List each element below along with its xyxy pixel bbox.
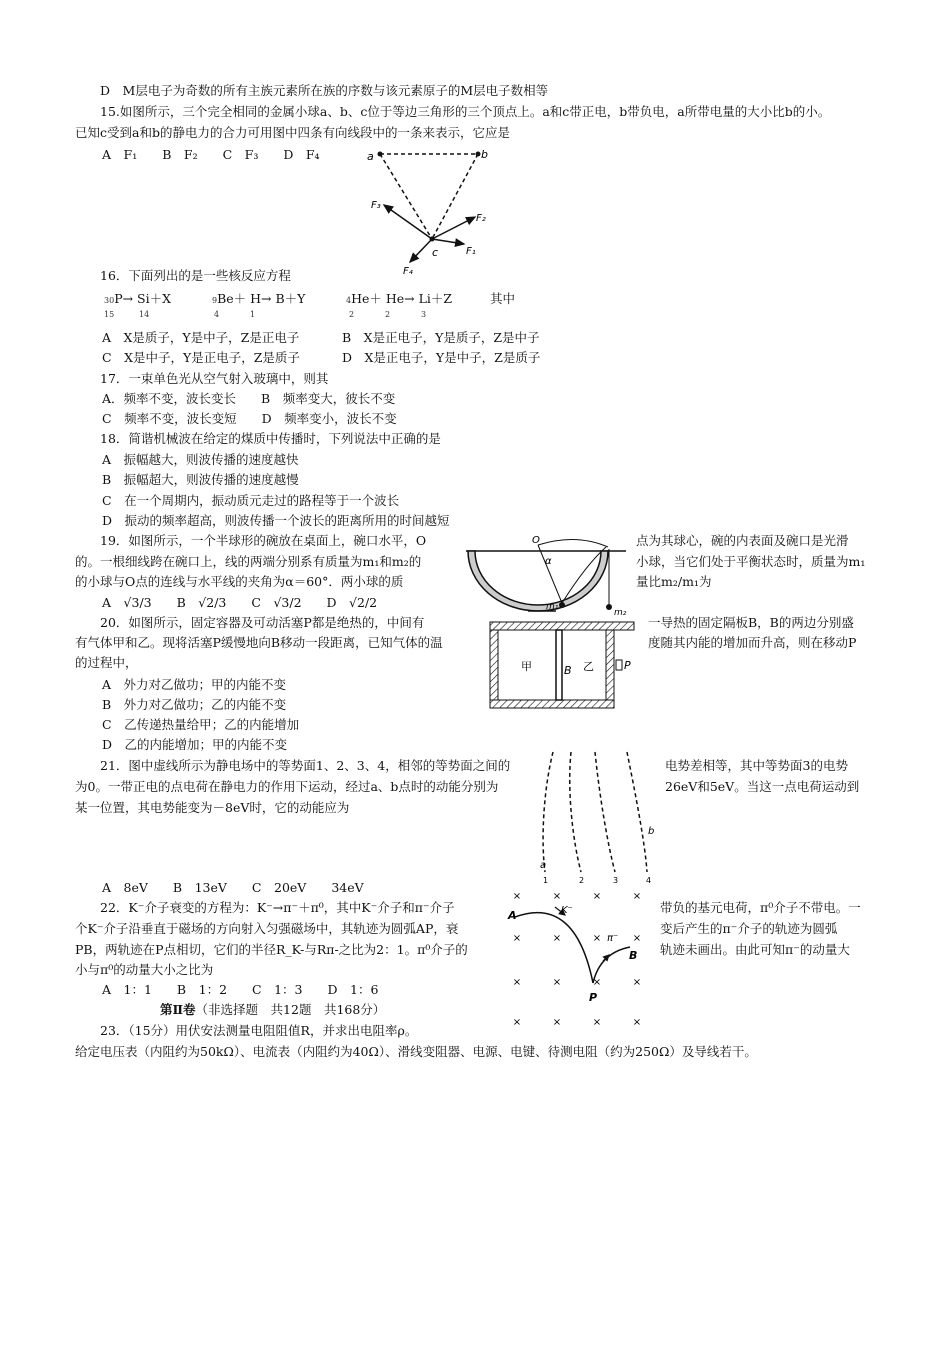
q16-eq2: 9Be＋ H→ B＋Y (212, 291, 306, 306)
q21-line1b: 电势差相等，其中等势面3的电势 (665, 758, 848, 773)
q14-option-d: D M层电子为奇数的所有主族元素所在族的序数与该元素原子的M层电子数相等 (100, 83, 549, 98)
q16-stem: 16．下面列出的是一些核反应方程 (100, 268, 291, 283)
q22-line2a: 个K⁻介子沿垂直于磁场的方向射入匀强磁场中，其轨迹为圆弧AP，衰 (75, 921, 459, 936)
q15-stem-line2: 已知c受到a和b的静电力的合力可用图中四条有向线段中的一条来表示，它应是 (75, 125, 510, 140)
svg-text:×: × (632, 891, 642, 902)
q18-option-a: A 振幅越大，则波传播的速度越快 (102, 452, 299, 467)
q20-line2b: 度随其内能的增加而升高，则在移动P (648, 635, 857, 650)
ball-a (378, 152, 383, 157)
arrow-f4 (410, 239, 432, 262)
q20-option-b: B 外力对乙做功；乙的内能不变 (102, 697, 287, 712)
q18-option-d: D 振动的频率超高，则波传播一个波长的距离所用的时间越短 (102, 513, 450, 528)
label-b: B (564, 664, 572, 677)
q19-line3b: 量比m₂/m₁为 (636, 574, 712, 589)
label-jia: 甲 (521, 660, 532, 673)
q21-line1a: 21．图中虚线所示为静电场中的等势面1、2、3、4，相邻的等势面之间的 (100, 758, 511, 773)
q22-line3a: PB，两轨迹在P点相切，它们的半径R_K-与Rπ-之比为2：1。π⁰介子的 (75, 942, 468, 957)
label-b: b (648, 826, 655, 837)
q17-options-cd: C 频率不变，波长变短 D 频率变小，波长不变 (102, 411, 397, 426)
svg-text:×: × (592, 933, 602, 944)
svg-text:×: × (592, 891, 602, 902)
q20-figure (488, 620, 638, 710)
q21-figure (535, 752, 660, 887)
q16-z1: 15 (104, 310, 115, 319)
label-4: 4 (646, 876, 652, 885)
q20-line2a: 有气体甲和乙。现将活塞P缓慢地向B移动一段距离，已知气体的温 (75, 635, 443, 650)
q20-line1b: 一导热的固定隔板B，B的两边分别盛 (648, 615, 854, 630)
label-a: A (508, 909, 517, 922)
q22-line4: 小与π⁰的动量大小之比为 (75, 962, 214, 977)
q23-line1: 23．（15分）用伏安法测量电阻阻值R，并求出电阻率ρ。 (100, 1023, 418, 1038)
label-o: O (532, 535, 540, 546)
label-f2: F₂ (476, 213, 486, 224)
q19-line1a: 19．如图所示，一个半球形的碗放在桌面上，碗口水平，O (100, 533, 427, 548)
q20-option-c: C 乙传递热量给甲；乙的内能增加 (102, 717, 300, 732)
label-a: a (540, 860, 547, 871)
q17-stem: 17．一束单色光从空气射入玻璃中，则其 (100, 371, 329, 386)
label-yi: 乙 (583, 660, 594, 673)
label-k: K⁻ (561, 905, 573, 916)
q18-option-c: C 在一个周期内，振动质元走过的路程等于一个波长 (102, 493, 400, 508)
q20-line3: 的过程中， (75, 655, 138, 670)
label-b: B (629, 949, 638, 962)
q16-eq1: 30P→ Si＋X (104, 291, 172, 306)
q19-line1b: 点为其球心，碗的内表面及碗口是光滑 (636, 533, 849, 548)
label-3: 3 (613, 876, 619, 885)
arrow-f1 (432, 239, 464, 244)
magnetic-field-crosses (513, 891, 641, 1028)
q22-figure (505, 885, 655, 1030)
label-alpha: α (545, 556, 552, 567)
q21-line2a: 为0。一带正电的点电荷在静电力的作用下运动，经过a、b点时的动能分别为 (75, 779, 499, 794)
svg-text:×: × (632, 1017, 642, 1028)
q19-figure (466, 535, 631, 620)
svg-text:×: × (632, 977, 642, 988)
svg-text:×: × (592, 977, 602, 988)
q20-line1a: 20．如图所示，固定容器及可动活塞P都是绝热的，中间有 (100, 615, 425, 630)
q19-line2b: 小球，当它们处于平衡状态时，质量为m₁ (636, 554, 866, 569)
label-f3: F₃ (371, 200, 381, 211)
q17-options-ab: A．频率不变，波长变长 B 频率变大，彼长不变 (102, 391, 396, 406)
label-f4: F₄ (403, 266, 413, 277)
label-p: P (624, 659, 631, 672)
q16-z7: 3 (421, 310, 427, 319)
q21-line3: 某一位置，其电势能变为－8eV时，它的动能应为 (75, 800, 350, 815)
arrow-f2 (432, 217, 475, 239)
q16-option-b: B X是正电子，Y是质子，Z是中子 (342, 330, 540, 345)
svg-text:×: × (512, 977, 522, 988)
q22-line3b: 轨迹未画出。由此可知π⁻的动量大 (660, 942, 850, 957)
q21-line2b: 26eV和5eV。当这一点电荷运动到 (665, 779, 860, 794)
q20-option-d: D 乙的内能增加；甲的内能不变 (102, 737, 288, 752)
q16-z4: 1 (250, 310, 256, 319)
q19-options: A √3/3 B √2/3 C √3/2 D √2/2 (102, 595, 378, 610)
svg-text:×: × (552, 933, 562, 944)
q21-options: A 8eV B 13eV C 20eV 34eV (102, 880, 364, 895)
q15-figure (360, 140, 510, 280)
part2-heading: 第Ⅱ卷（非选择题 共12题 共168分） (160, 1002, 386, 1017)
q19-line3a: 的小球与O点的连线与水平线的夹角为α＝60°．两小球的质 (75, 574, 404, 589)
arc-ap (512, 913, 593, 983)
svg-text:×: × (512, 1017, 522, 1028)
svg-text:×: × (512, 933, 522, 944)
q22-line2b: 变后产生的π⁻介子的轨迹为圆弧 (660, 921, 838, 936)
q15-options: A F₁ B F₂ C F₃ D F₄ (102, 147, 320, 162)
label-b: b (481, 148, 488, 161)
q16-z5: 2 (349, 310, 355, 319)
q16-z2: 14 (139, 310, 150, 319)
label-m2: m₂ (614, 608, 627, 618)
q16-option-a: A X是质子，Y是中子，Z是正电子 (102, 330, 300, 345)
svg-text:×: × (512, 891, 522, 902)
label-1: 1 (543, 876, 549, 885)
q19-line2a: 的。一根细线跨在碗口上，线的两端分别系有质量为m₁和m₂的 (75, 554, 422, 569)
label-2: 2 (579, 876, 585, 885)
ball-m1 (559, 602, 565, 608)
q16-eq3: 4He＋ He→ Li＋Z (346, 291, 453, 306)
q22-line1b: 带负的基元电荷，π⁰介子不带电。一 (660, 900, 861, 915)
label-c: c (432, 246, 439, 259)
ball-b (476, 152, 481, 157)
svg-text:×: × (552, 977, 562, 988)
arrow-f3 (384, 205, 432, 239)
label-a: a (367, 150, 374, 163)
q23-line2: 给定电压表（内阻约为50kΩ）、电流表（内阻约为40Ω）、滑线变阻器、电源、电键、待测电阻（约为250Ω）及导线若干。 (75, 1044, 757, 1059)
label-f1: F₁ (466, 246, 476, 257)
svg-text:×: × (552, 891, 562, 902)
q18-stem: 18．简谐机械波在给定的煤质中传播时，下列说法中正确的是 (100, 431, 441, 446)
label-pi: π⁻ (607, 933, 619, 944)
q20-option-a: A 外力对乙做功；甲的内能不变 (102, 677, 287, 692)
svg-text:×: × (552, 1017, 562, 1028)
label-m1: m₁ (546, 602, 559, 612)
q22-line1a: 22．K⁻介子衰变的方程为：K⁻→π⁻＋π⁰，其中K⁻介子和π⁻介子 (100, 900, 455, 915)
label-p: P (589, 991, 598, 1004)
svg-text:×: × (592, 1017, 602, 1028)
q15-stem-line1: 15.如图所示，三个完全相同的金属小球a、b、c位于等边三角形的三个顶点上。a和c带正电，b带负电，a所带电量的大小比b的小。 (100, 104, 831, 119)
q16-option-c: C X是中子，Y是正电子，Z是质子 (102, 350, 300, 365)
ball-m2 (606, 604, 612, 610)
q16-option-d: D X是正电子，Y是中子，Z是质子 (342, 350, 541, 365)
svg-text:×: × (632, 933, 642, 944)
q16-z3: 4 (214, 310, 220, 319)
q18-option-b: B 振幅超大，则波传播的速度越慢 (102, 472, 299, 487)
q22-options: A 1：1 B 1：2 C 1：3 D 1：6 (102, 982, 379, 997)
q16-z6: 2 (385, 310, 391, 319)
q16-tail: 其中 (490, 291, 516, 306)
